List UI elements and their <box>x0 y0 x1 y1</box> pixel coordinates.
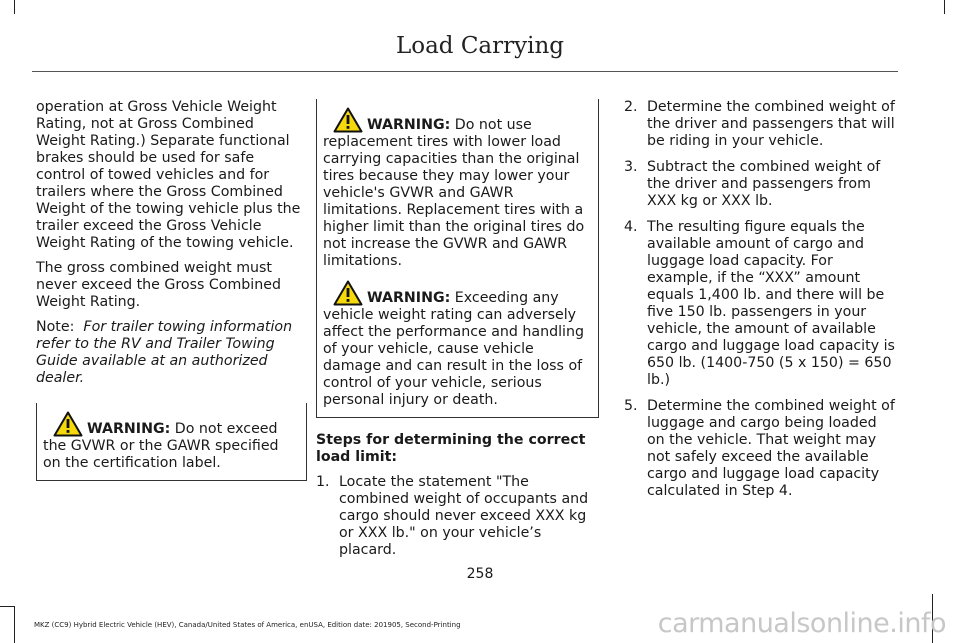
column-3 <box>624 99 895 509</box>
step-number: 3. <box>624 159 638 175</box>
crop-mark-top-left-v <box>14 0 15 14</box>
crop-mark-bottom-left-h <box>0 606 14 607</box>
steps-heading: Steps for determining the correct load limit: <box>316 432 586 465</box>
column-2 <box>316 99 599 568</box>
list-item <box>624 159 895 210</box>
warning-triangle-icon <box>333 280 363 306</box>
paragraph-gross-vehicle-weight: operation at Gross Vehicle Weight Rating, not at Gross Combined Weight Rating.) Separate functional brakes should be used for safe control of towed vehicles and for trailers where the Gross Combined Weight of the towing vehicle plus the trailer exceed the Gross Vehicle Weight Rating of the towing vehicle. <box>36 99 301 251</box>
note <box>36 319 307 387</box>
paragraph-gross-combined-weight: The gross combined weight must never exceed the Gross Combined Weight Rating. <box>36 260 281 310</box>
warning-triangle-icon <box>53 411 83 437</box>
list-item <box>624 398 895 500</box>
steps-list-start <box>316 474 599 559</box>
list-item <box>624 99 895 150</box>
note-text: For trailer towing information refer to the RV and Trailer Towing Guide available at an authorized dealer. <box>36 319 293 386</box>
steps-list-continued <box>624 99 895 500</box>
step-text: The resulting figure equals the available amount of cargo and luggage load capacity. For example, if the “XXX” amount equals 1,400 lb. and there will be five 150 lb. passengers in your vehicle, the amount of available cargo and luggage load capacity is 650 lb. (1400-750 (5 x 150) = 650 lb.) <box>647 219 895 388</box>
step-number: 1. <box>316 474 330 490</box>
warning-triangle-icon <box>333 107 363 133</box>
step-text: Determine the combined weight of luggage and cargo being loaded on the vehicle. That weight may not safely exceed the available cargo and luggage load capacity calculated in Step 4. <box>647 398 895 499</box>
step-number: 2. <box>624 99 638 115</box>
step-number: 5. <box>624 398 638 414</box>
column-1 <box>36 99 307 495</box>
list-item <box>624 219 895 389</box>
footer-edition-info: MKZ (CC9) Hybrid Electric Vehicle (HEV), Canada/United States of America, enUSA, Edition date: 201905, Second-Printing <box>34 621 461 629</box>
crop-mark-top-right-v <box>944 0 945 14</box>
step-text: Locate the statement "The combined weight of occupants and cargo should never exceed XXX kg or XXX lb." on your vehicle’s placard. <box>339 474 589 558</box>
warning-label: WARNING: <box>87 421 171 437</box>
note-label: Note: <box>36 319 75 335</box>
warning-box-tires <box>316 99 599 418</box>
warning-text: Exceeding any vehicle weight rating can adversely affect the performance and handling of your vehicle, cause vehicle damage and can result in the loss of control of your vehicle, serious personal injury or death. <box>323 290 584 408</box>
step-number: 4. <box>624 219 638 235</box>
header-divider <box>32 71 898 72</box>
warning-label: WARNING: <box>367 290 451 306</box>
warning-text: Do not use replacement tires with lower load carrying capacities than the original tires because they may lower your vehicle's GVWR and GAWR limitations. Replacement tires with a higher limit than the original tires do not increase the GVWR and GAWR limitations. <box>323 117 585 269</box>
page-title: Load Carrying <box>395 33 565 59</box>
step-text: Subtract the combined weight of the driver and passengers from XXX kg or XXX lb. <box>647 159 881 209</box>
step-text: Determine the combined weight of the driver and passengers that will be riding in your vehicle. <box>647 99 895 149</box>
page-number: 258 <box>466 566 494 582</box>
warning-text: Do not exceed the GVWR or the GAWR specified on the certification label. <box>43 421 279 471</box>
list-item <box>316 474 599 559</box>
crop-mark-bottom-left-v <box>14 606 15 643</box>
warning-box <box>36 403 307 481</box>
watermark: carmanualsonline.info <box>657 608 946 639</box>
warning-label: WARNING: <box>367 117 451 133</box>
